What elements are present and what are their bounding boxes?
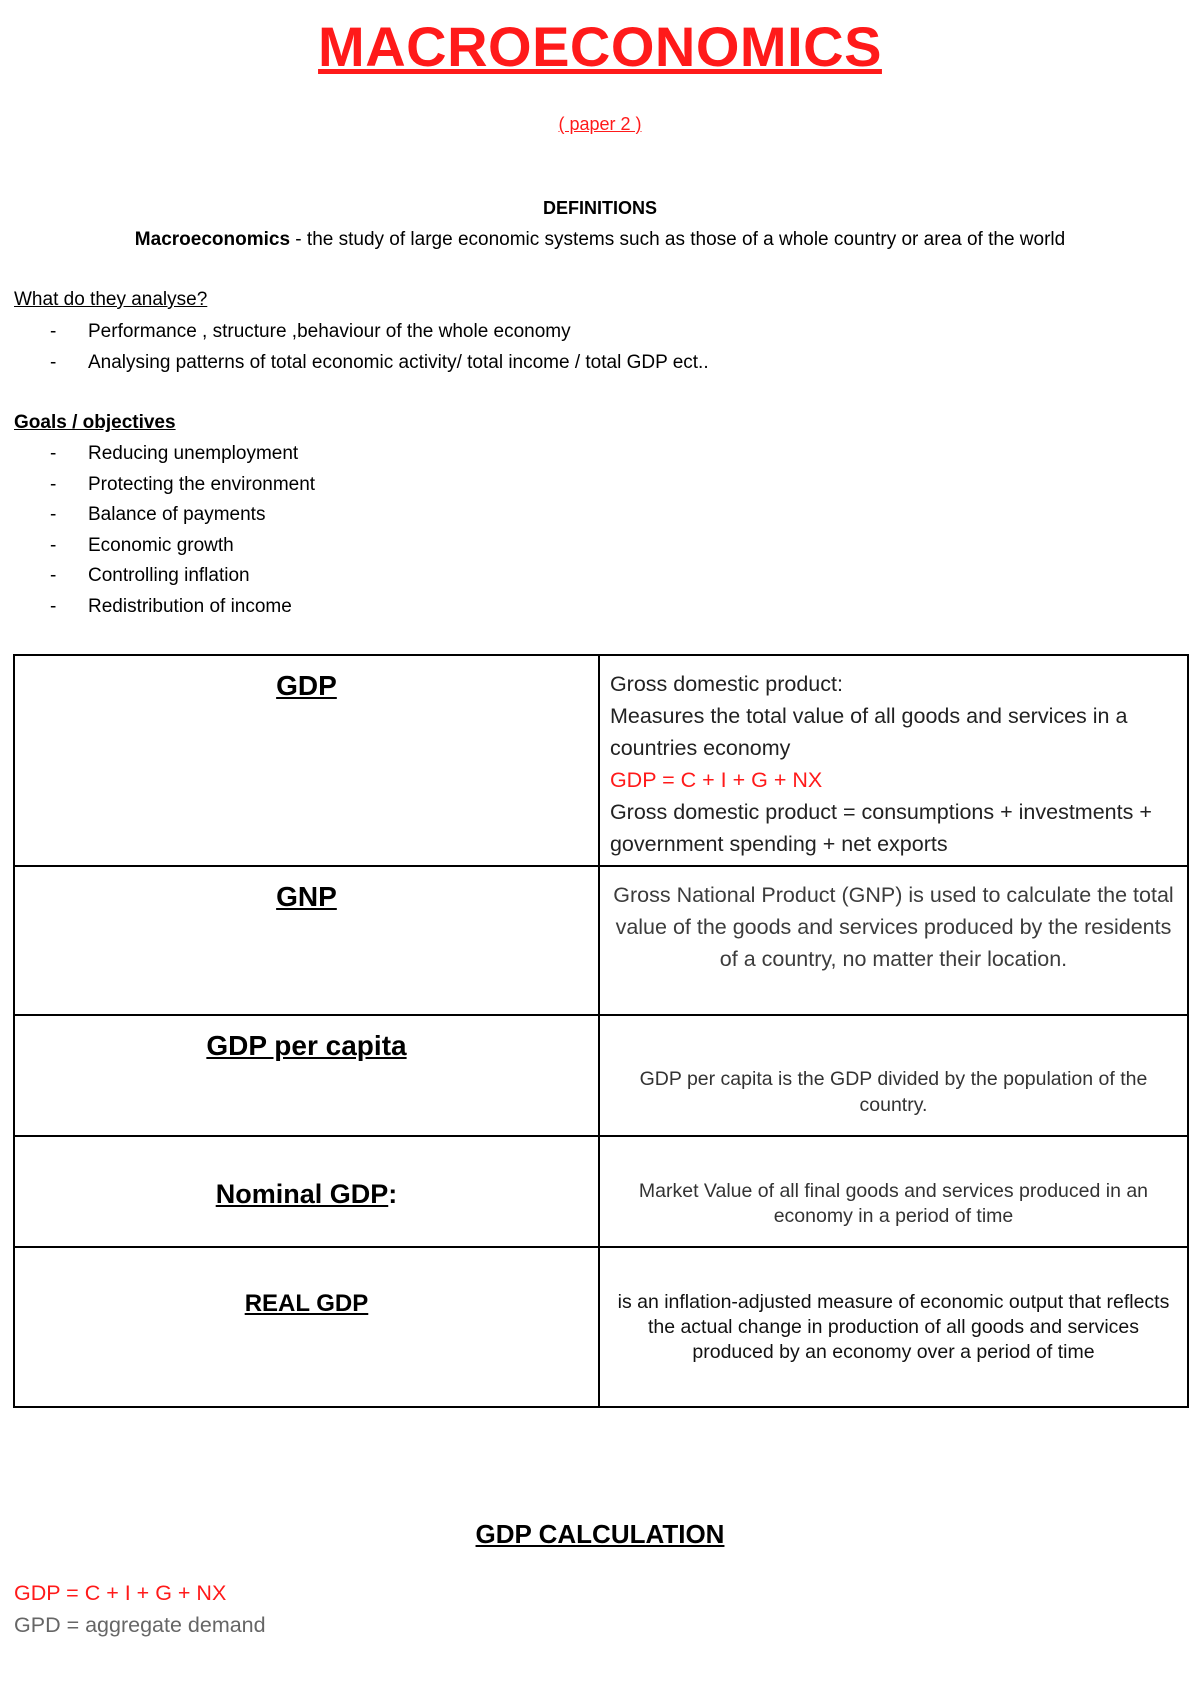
gdp-calculation-note: GPD = aggregate demand — [14, 1613, 266, 1637]
real-gdp-description: is an inflation-adjusted measure of economic output that reflects the actual change in production of all goods and services produced by an economy over a period of time — [617, 1291, 1170, 1363]
list-item-text: Redistribution of income — [88, 595, 292, 617]
bullet-dash: - — [50, 351, 57, 373]
list-item — [14, 500, 315, 531]
bullet-dash: - — [50, 565, 57, 587]
description-cell — [599, 655, 1188, 866]
term-cell — [14, 1015, 599, 1136]
definition-text: - the study of large economic systems such as those of a whole country or area of the world — [290, 229, 1066, 250]
bullet-dash: - — [50, 473, 57, 495]
list-item-text: Protecting the environment — [88, 473, 316, 495]
bullet-dash: - — [50, 595, 57, 617]
list-item — [14, 317, 709, 348]
description-cell — [599, 866, 1188, 1015]
nominal-gdp-description: Market Value of all final goods and services produced in an economy in a period of time — [638, 1180, 1149, 1227]
gdp-line-1: Gross domestic product: — [609, 672, 843, 696]
table-row — [14, 655, 1188, 866]
table-row — [14, 1247, 1188, 1407]
goals-list — [14, 439, 315, 623]
gdp-formula: GDP = C + I + G + NX — [609, 768, 823, 792]
bullet-dash: - — [50, 321, 57, 342]
list-item — [14, 348, 709, 379]
list-item-text: Balance of payments — [88, 504, 266, 526]
gnp-description: Gross National Product (GNP) is used to calculate the total value of the goods and services produced by the residents of a country, no matter their location. — [613, 883, 1174, 971]
table-row — [14, 1015, 1188, 1136]
analyse-list — [14, 317, 709, 378]
list-item-text: Reducing unemployment — [88, 443, 299, 464]
goals-heading: Goals / objectives — [14, 412, 176, 433]
definitions-heading: DEFINITIONS — [542, 198, 657, 218]
term-real-gdp: REAL GDP — [244, 1290, 369, 1317]
term-cell — [14, 1247, 599, 1407]
definition-term: Macroeconomics — [134, 229, 291, 250]
table-row — [14, 1136, 1188, 1247]
description-cell — [599, 1015, 1188, 1136]
analyse-heading: What do they analyse? — [14, 289, 208, 310]
bullet-dash: - — [50, 504, 57, 526]
term-gnp: GNP — [276, 881, 337, 912]
list-item — [14, 561, 315, 592]
bullet-dash: - — [50, 443, 57, 464]
list-item — [14, 592, 315, 623]
gdp-line-2: Measures the total value of all goods and services in a countries economy — [609, 704, 1128, 760]
page-title: MACROECONOMICS — [318, 15, 882, 78]
term-cell — [14, 866, 599, 1015]
list-item-text: Economic growth — [88, 534, 234, 556]
term-gdp: GDP — [276, 670, 337, 701]
page-subtitle: ( paper 2 ) — [558, 114, 642, 134]
term-nominal-gdp: Nominal GDP — [215, 1179, 389, 1209]
term-gdp-per-capita: GDP per capita — [206, 1030, 407, 1061]
term-cell — [14, 655, 599, 866]
list-item — [14, 531, 315, 562]
description-cell — [599, 1247, 1188, 1407]
list-item-text: Analysing patterns of total economic activity/ total income / total GDP ect.. — [88, 351, 709, 373]
term-cell — [14, 1136, 599, 1247]
gdp-per-capita-description: GDP per capita is the GDP divided by the population of the country. — [639, 1068, 1148, 1116]
definitions-table — [13, 654, 1189, 1408]
list-item-text: Controlling inflation — [88, 565, 250, 587]
bullet-dash: - — [50, 534, 57, 556]
list-item-text: Performance , structure ,behaviour of the whole economy — [88, 321, 571, 342]
gdp-line-4: Gross domestic product = consumptions + investments + government spending + net exports — [609, 800, 1152, 856]
list-item — [14, 470, 315, 501]
list-item — [14, 439, 315, 470]
description-cell — [599, 1136, 1188, 1247]
definition-line — [0, 229, 1200, 251]
table-row — [14, 866, 1188, 1015]
gdp-calculation-heading: GDP CALCULATION — [475, 1519, 725, 1549]
term-nominal-colon: : — [388, 1179, 398, 1209]
gdp-calculation-formula: GDP = C + I + G + NX — [14, 1581, 227, 1605]
